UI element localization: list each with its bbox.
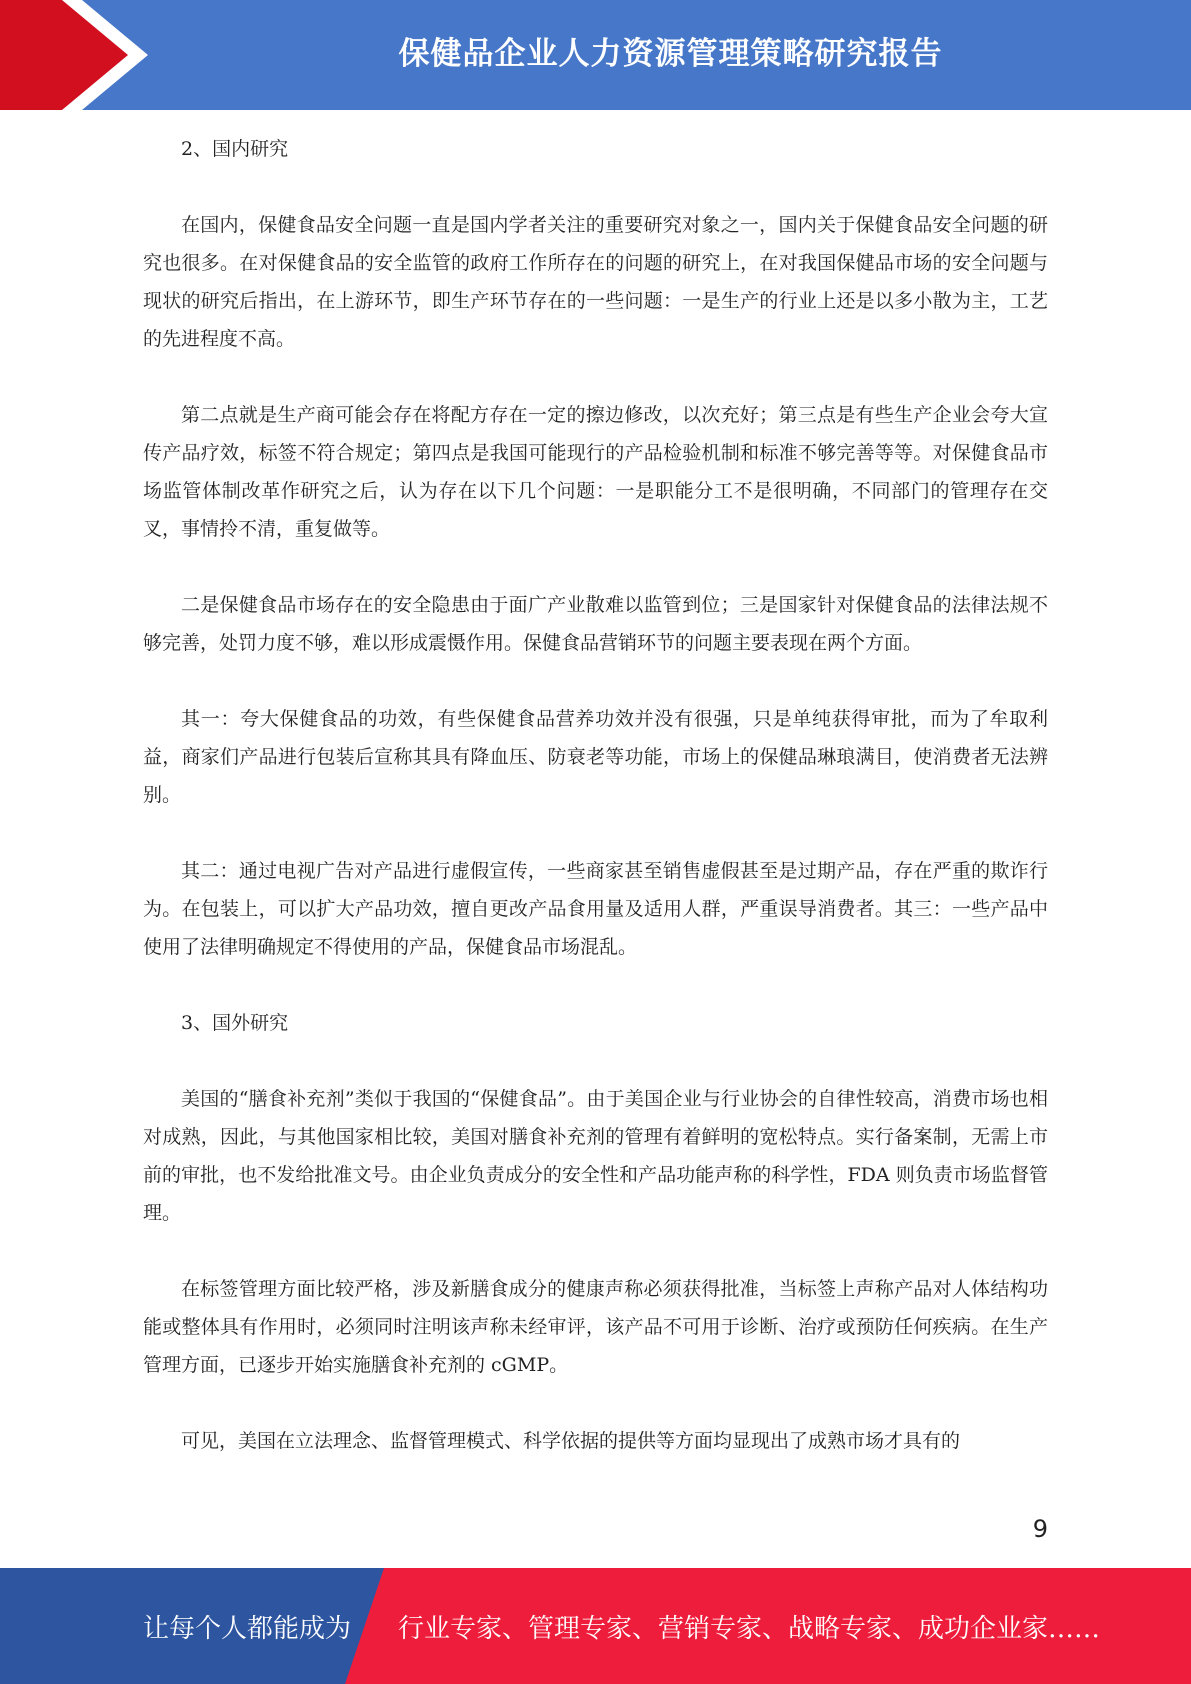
page-number: 9 bbox=[1032, 1515, 1048, 1543]
header-title: 保健品企业人力资源管理策略研究报告 bbox=[398, 35, 943, 72]
paragraph: 可见，美国在立法理念、监督管理模式、科学依据的提供等方面均显现出了成熟市场才具有的 bbox=[181, 1430, 961, 1452]
paragraph: 第二点就是生产商可能会存在将配方存在一定的擦边修改，以次充好；第三点是有些生产企业会夸大宣传产品疗效，标签不符合规定；第四点是我国可能现行的产品检验机制和标准不够完善等等。对保健食品市场监管体制改革作研究之后，认为存在以下几个问题：一是职能分工不是很明确，不同部门的管理存在交叉，事情拎不清，重复做等。 bbox=[143, 404, 1048, 540]
paragraph: 其一：夸大保健食品的功效，有些保健食品营养功效并没有很强，只是单纯获得审批，而为了牟取利益，商家们产品进行包装后宣称其具有降血压、防衰老等功能，市场上的保健品琳琅满目，使消费者无法辨别。 bbox=[143, 708, 1048, 806]
document-body bbox=[143, 130, 1048, 1498]
paragraph: 其二：通过电视广告对产品进行虚假宣传，一些商家甚至销售虚假甚至是过期产品，存在严重的欺诈行为。在包装上，可以扩大产品功效，擅自更改产品食用量及适用人群，严重误导消费者。其三：一些产品中使用了法律明确规定不得使用的产品，保健食品市场混乱。 bbox=[143, 860, 1048, 958]
section-heading-foreign: 3、国外研究 bbox=[181, 1012, 289, 1034]
footer-slogan-left: 让每个人都能成为 bbox=[143, 1613, 352, 1644]
section-heading-domestic: 2、国内研究 bbox=[181, 138, 289, 160]
footer-slogan-right: 行业专家、管理专家、营销专家、战略专家、成功企业家…… bbox=[398, 1613, 1101, 1644]
page-footer bbox=[0, 1568, 1191, 1684]
paragraph: 在标签管理方面比较严格，涉及新膳食成分的健康声称必须获得批准，当标签上声称产品对人体结构功能或整体具有作用时，必须同时注明该声称未经审评，该产品不可用于诊断、治疗或预防任何疾病。在生产管理方面，已逐步开始实施膳食补充剂的 cGMP。 bbox=[143, 1278, 1048, 1376]
page-header bbox=[0, 0, 1191, 110]
paragraph: 在国内，保健食品安全问题一直是国内学者关注的重要研究对象之一，国内关于保健食品安全问题的研究也很多。在对保健食品的安全监管的政府工作所存在的问题的研究上，在对我国保健品市场的安全问题与现状的研究后指出，在上游环节，即生产环节存在的一些问题：一是生产的行业上还是以多小散为主，工艺的先进程度不高。 bbox=[143, 214, 1048, 350]
paragraph: 二是保健食品市场存在的安全隐患由于面广产业散难以监管到位；三是国家针对保健食品的法律法规不够完善，处罚力度不够，难以形成震慑作用。保健食品营销环节的问题主要表现在两个方面。 bbox=[143, 594, 1048, 654]
paragraph: 美国的“膳食补充剂”类似于我国的“保健食品”。由于美国企业与行业协会的自律性较高，消费市场也相对成熟，因此，与其他国家相比较，美国对膳食补充剂的管理有着鲜明的宽松特点。实行备案制，无需上市前的审批，也不发给批准文号。由企业负责成分的安全性和产品功能声称的科学性，FDA 则负责市场监督管理。 bbox=[143, 1088, 1048, 1224]
